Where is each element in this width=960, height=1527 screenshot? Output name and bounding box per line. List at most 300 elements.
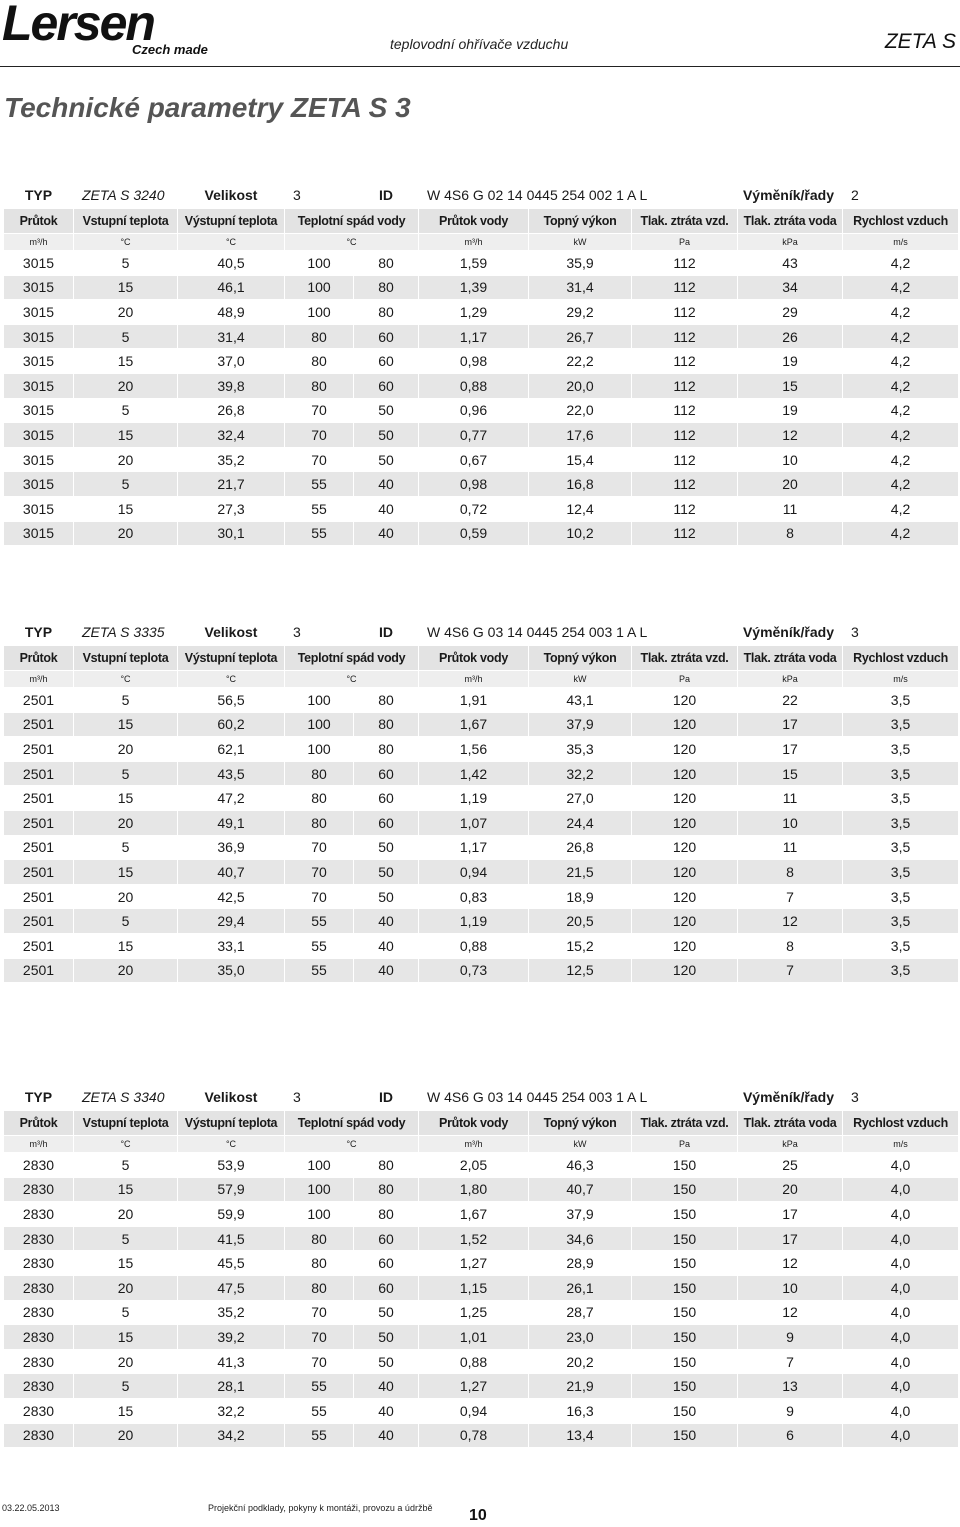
table-cell: 120 <box>632 810 738 835</box>
table-cell: 1,01 <box>419 1325 529 1350</box>
table-cell: 40 <box>354 1374 419 1399</box>
column-header-row <box>4 1111 959 1136</box>
unit-cell: kW <box>529 234 632 251</box>
table-row <box>4 1153 959 1178</box>
table-cell: 23,0 <box>529 1325 632 1350</box>
table-cell: 50 <box>354 835 419 860</box>
table-cell: 80 <box>285 324 354 349</box>
unit-cell: m/s <box>843 234 959 251</box>
table-row <box>4 1398 959 1423</box>
table-cell: 15 <box>74 860 178 885</box>
table-cell: 30,1 <box>178 521 285 546</box>
table-cell: 5 <box>74 761 178 786</box>
table-cell: 55 <box>285 521 354 546</box>
unit-cell: °C <box>74 234 178 251</box>
table-cell: 47,5 <box>178 1275 285 1300</box>
table-cell: 2501 <box>4 810 74 835</box>
table-cell: 33,1 <box>178 933 285 958</box>
table-row <box>4 472 959 497</box>
table-cell: 34 <box>738 275 843 300</box>
table-cell: 50 <box>354 884 419 909</box>
table-cell: 22,2 <box>529 349 632 374</box>
table-cell: 70 <box>285 835 354 860</box>
table-row <box>4 1300 959 1325</box>
table-cell: 80 <box>285 1275 354 1300</box>
table-cell: 53,9 <box>178 1153 285 1178</box>
table-cell: 40 <box>354 472 419 497</box>
table-cell: 1,67 <box>419 712 529 737</box>
unit-cell: °C <box>74 671 178 688</box>
table-cell: 2830 <box>4 1325 74 1350</box>
table-cell: 5 <box>74 1300 178 1325</box>
table-cell: 100 <box>285 300 354 325</box>
table-cell: 35,2 <box>178 447 285 472</box>
table-cell: 3015 <box>4 300 74 325</box>
table-cell: 2830 <box>4 1423 74 1448</box>
table-cell: 60 <box>354 786 419 811</box>
table-cell: 1,42 <box>419 761 529 786</box>
spec-table <box>3 1082 959 1448</box>
table-cell: 1,17 <box>419 324 529 349</box>
table-cell: 150 <box>632 1202 738 1227</box>
type-value: ZETA S 3240 <box>74 181 178 209</box>
table-cell: 2501 <box>4 786 74 811</box>
table-cell: 60 <box>354 349 419 374</box>
table-cell: 47,2 <box>178 786 285 811</box>
type-value: ZETA S 3335 <box>74 618 178 646</box>
table-cell: 26,7 <box>529 324 632 349</box>
table-cell: 29,4 <box>178 909 285 934</box>
table-cell: 60 <box>354 373 419 398</box>
id-label: ID <box>354 181 419 209</box>
table-cell: 50 <box>354 423 419 448</box>
units-row <box>4 234 959 251</box>
table-cell: 3,5 <box>843 737 959 762</box>
table-cell: 1,39 <box>419 275 529 300</box>
type-label: TYP <box>4 618 74 646</box>
table-cell: 10 <box>738 447 843 472</box>
table-row <box>4 1202 959 1227</box>
table-cell: 3015 <box>4 398 74 423</box>
table-cell: 11 <box>738 496 843 521</box>
table-cell: 15 <box>74 275 178 300</box>
table-cell: 20 <box>74 300 178 325</box>
table-cell: 3,5 <box>843 761 959 786</box>
table-cell: 3,5 <box>843 909 959 934</box>
table-cell: 4,0 <box>843 1153 959 1178</box>
table-cell: 1,27 <box>419 1251 529 1276</box>
table-cell: 4,2 <box>843 251 959 276</box>
column-header: Rychlost vzduch <box>843 1111 959 1136</box>
exchanger-label: Výměník/řady <box>738 1083 843 1111</box>
table-cell: 80 <box>354 1177 419 1202</box>
table-cell: 17 <box>738 712 843 737</box>
unit-cell: °C <box>178 1136 285 1153</box>
table-cell: 13,4 <box>529 1423 632 1448</box>
spec-table <box>3 617 959 983</box>
table-cell: 12 <box>738 909 843 934</box>
column-header: Průtok <box>4 1111 74 1136</box>
table-cell: 3,5 <box>843 688 959 713</box>
table-cell: 20 <box>74 447 178 472</box>
table-cell: 40 <box>354 909 419 934</box>
table-cell: 2501 <box>4 712 74 737</box>
table-cell: 4,0 <box>843 1423 959 1448</box>
table-cell: 112 <box>632 251 738 276</box>
table-cell: 50 <box>354 1300 419 1325</box>
table-cell: 26,8 <box>529 835 632 860</box>
table-cell: 112 <box>632 521 738 546</box>
id-value: W 4S6 G 03 14 0445 254 003 1 A L <box>419 618 738 646</box>
table-cell: 40,5 <box>178 251 285 276</box>
table-row <box>4 251 959 276</box>
spec-table <box>3 180 959 546</box>
table-row <box>4 423 959 448</box>
unit-cell: °C <box>285 1136 419 1153</box>
table-cell: 4,2 <box>843 472 959 497</box>
table-cell: 60,2 <box>178 712 285 737</box>
table-cell: 2501 <box>4 860 74 885</box>
column-header: Teplotní spád vody <box>285 209 419 234</box>
table-cell: 4,2 <box>843 521 959 546</box>
table-cell: 46,3 <box>529 1153 632 1178</box>
unit-cell: kW <box>529 671 632 688</box>
unit-cell: °C <box>178 234 285 251</box>
table-type-row <box>4 181 959 209</box>
size-label: Velikost <box>178 181 285 209</box>
footer-page-number: 10 <box>469 1507 487 1524</box>
table-cell: 35,2 <box>178 1300 285 1325</box>
table-cell: 112 <box>632 398 738 423</box>
table-cell: 32,2 <box>529 761 632 786</box>
table-cell: 15 <box>74 933 178 958</box>
table-cell: 80 <box>354 1153 419 1178</box>
table-row <box>4 496 959 521</box>
table-cell: 80 <box>354 737 419 762</box>
table-cell: 12,4 <box>529 496 632 521</box>
unit-cell: Pa <box>632 1136 738 1153</box>
unit-cell: kW <box>529 1136 632 1153</box>
table-cell: 20,0 <box>529 373 632 398</box>
table-cell: 1,67 <box>419 1202 529 1227</box>
unit-cell: Pa <box>632 671 738 688</box>
table-cell: 112 <box>632 349 738 374</box>
table-cell: 150 <box>632 1226 738 1251</box>
table-cell: 37,9 <box>529 1202 632 1227</box>
table-cell: 4,0 <box>843 1251 959 1276</box>
table-cell: 2501 <box>4 737 74 762</box>
table-cell: 40 <box>354 521 419 546</box>
table-cell: 112 <box>632 496 738 521</box>
table-row <box>4 1374 959 1399</box>
table-cell: 21,9 <box>529 1374 632 1399</box>
table-cell: 10 <box>738 810 843 835</box>
table-cell: 40 <box>354 1398 419 1423</box>
table-cell: 120 <box>632 761 738 786</box>
table-cell: 2501 <box>4 761 74 786</box>
column-header: Rychlost vzduch <box>843 646 959 671</box>
table-cell: 28,1 <box>178 1374 285 1399</box>
table-cell: 7 <box>738 1349 843 1374</box>
table-cell: 60 <box>354 1275 419 1300</box>
table-cell: 32,4 <box>178 423 285 448</box>
table-cell: 5 <box>74 909 178 934</box>
exchanger-label: Výměník/řady <box>738 618 843 646</box>
column-header: Výstupní teplota <box>178 209 285 234</box>
table-cell: 70 <box>285 860 354 885</box>
table-cell: 34,2 <box>178 1423 285 1448</box>
table-cell: 15 <box>74 349 178 374</box>
table-row <box>4 300 959 325</box>
table-cell: 26 <box>738 324 843 349</box>
table-cell: 27,3 <box>178 496 285 521</box>
table-cell: 55 <box>285 496 354 521</box>
table-cell: 20 <box>74 1349 178 1374</box>
column-header: Rychlost vzduch <box>843 209 959 234</box>
table-cell: 0,88 <box>419 1349 529 1374</box>
id-value: W 4S6 G 02 14 0445 254 002 1 A L <box>419 181 738 209</box>
table-cell: 20 <box>74 737 178 762</box>
table-cell: 15 <box>738 373 843 398</box>
table-cell: 15 <box>74 1251 178 1276</box>
table-cell: 34,6 <box>529 1226 632 1251</box>
table-cell: 0,77 <box>419 423 529 448</box>
table-row <box>4 324 959 349</box>
table-cell: 70 <box>285 398 354 423</box>
table-cell: 31,4 <box>529 275 632 300</box>
table-cell: 4,0 <box>843 1398 959 1423</box>
table-row <box>4 933 959 958</box>
table-cell: 80 <box>285 349 354 374</box>
table-cell: 56,5 <box>178 688 285 713</box>
unit-cell: Pa <box>632 234 738 251</box>
page-title: Technické parametry ZETA S 3 <box>4 92 411 123</box>
table-cell: 0,94 <box>419 1398 529 1423</box>
table-cell: 80 <box>354 275 419 300</box>
table-cell: 4,0 <box>843 1325 959 1350</box>
table-cell: 5 <box>74 398 178 423</box>
table-cell: 2830 <box>4 1251 74 1276</box>
table-cell: 55 <box>285 933 354 958</box>
table-cell: 1,56 <box>419 737 529 762</box>
table-cell: 2830 <box>4 1398 74 1423</box>
table-cell: 39,8 <box>178 373 285 398</box>
table-cell: 3015 <box>4 423 74 448</box>
table-cell: 40 <box>354 1423 419 1448</box>
table-cell: 9 <box>738 1398 843 1423</box>
table-row <box>4 958 959 983</box>
units-row <box>4 671 959 688</box>
table-cell: 15 <box>74 1325 178 1350</box>
table-cell: 2830 <box>4 1202 74 1227</box>
id-value: W 4S6 G 03 14 0445 254 003 1 A L <box>419 1083 738 1111</box>
table-cell: 7 <box>738 958 843 983</box>
table-cell: 80 <box>285 1251 354 1276</box>
table-cell: 80 <box>354 300 419 325</box>
table-cell: 150 <box>632 1153 738 1178</box>
table-cell: 4,0 <box>843 1177 959 1202</box>
table-cell: 15,4 <box>529 447 632 472</box>
table-cell: 120 <box>632 835 738 860</box>
table-cell: 0,88 <box>419 373 529 398</box>
table-cell: 2501 <box>4 909 74 934</box>
table-row <box>4 398 959 423</box>
table-cell: 12 <box>738 1251 843 1276</box>
column-header: Tlak. ztráta vzd. <box>632 1111 738 1136</box>
table-cell: 5 <box>74 472 178 497</box>
table-cell: 100 <box>285 275 354 300</box>
size-value: 3 <box>285 618 354 646</box>
table-cell: 70 <box>285 447 354 472</box>
table-cell: 16,8 <box>529 472 632 497</box>
units-row <box>4 1136 959 1153</box>
table-cell: 17 <box>738 737 843 762</box>
table-cell: 20 <box>74 884 178 909</box>
unit-cell: °C <box>74 1136 178 1153</box>
unit-cell: kPa <box>738 671 843 688</box>
table-cell: 80 <box>285 810 354 835</box>
column-header: Průtok vody <box>419 209 529 234</box>
column-header: Průtok <box>4 209 74 234</box>
table-cell: 112 <box>632 324 738 349</box>
table-cell: 5 <box>74 688 178 713</box>
table-row <box>4 860 959 885</box>
table-cell: 8 <box>738 860 843 885</box>
table-cell: 4,0 <box>843 1300 959 1325</box>
table-row <box>4 275 959 300</box>
table-cell: 2501 <box>4 933 74 958</box>
table-cell: 150 <box>632 1325 738 1350</box>
table-cell: 120 <box>632 860 738 885</box>
table-cell: 19 <box>738 398 843 423</box>
table-cell: 20 <box>74 810 178 835</box>
table-cell: 12 <box>738 423 843 448</box>
table-cell: 20,5 <box>529 909 632 934</box>
table-cell: 1,25 <box>419 1300 529 1325</box>
table-cell: 8 <box>738 933 843 958</box>
unit-cell: m³/h <box>419 234 529 251</box>
table-cell: 0,88 <box>419 933 529 958</box>
footer-description: Projekční podklady, pokyny k montáži, provozu a údržbě <box>208 1503 433 1513</box>
type-value: ZETA S 3340 <box>74 1083 178 1111</box>
table-cell: 20 <box>738 472 843 497</box>
table-cell: 4,2 <box>843 324 959 349</box>
table-cell: 80 <box>354 251 419 276</box>
table-cell: 1,15 <box>419 1275 529 1300</box>
column-header: Tlak. ztráta voda <box>738 646 843 671</box>
table-cell: 5 <box>74 251 178 276</box>
table-cell: 8 <box>738 521 843 546</box>
unit-cell: m³/h <box>419 671 529 688</box>
table-cell: 5 <box>74 324 178 349</box>
table-cell: 13 <box>738 1374 843 1399</box>
column-header: Tlak. ztráta vzd. <box>632 646 738 671</box>
table-cell: 80 <box>354 1202 419 1227</box>
table-cell: 35,9 <box>529 251 632 276</box>
table-row <box>4 521 959 546</box>
table-cell: 60 <box>354 324 419 349</box>
table-cell: 21,7 <box>178 472 285 497</box>
table-cell: 43,5 <box>178 761 285 786</box>
unit-cell: °C <box>285 234 419 251</box>
table-cell: 80 <box>354 688 419 713</box>
table-cell: 11 <box>738 835 843 860</box>
type-label: TYP <box>4 181 74 209</box>
table-cell: 55 <box>285 472 354 497</box>
table-cell: 41,5 <box>178 1226 285 1251</box>
table-cell: 120 <box>632 884 738 909</box>
table-cell: 2830 <box>4 1374 74 1399</box>
table-cell: 17 <box>738 1202 843 1227</box>
table-cell: 15 <box>74 1177 178 1202</box>
table-row <box>4 447 959 472</box>
table-cell: 3015 <box>4 251 74 276</box>
table-cell: 4,0 <box>843 1374 959 1399</box>
column-header: Tlak. ztráta voda <box>738 209 843 234</box>
id-label: ID <box>354 1083 419 1111</box>
table-cell: 0,59 <box>419 521 529 546</box>
table-cell: 62,1 <box>178 737 285 762</box>
table-cell: 1,59 <box>419 251 529 276</box>
table-cell: 21,5 <box>529 860 632 885</box>
table-cell: 36,9 <box>178 835 285 860</box>
table-cell: 150 <box>632 1374 738 1399</box>
table-cell: 20 <box>738 1177 843 1202</box>
table-cell: 41,3 <box>178 1349 285 1374</box>
table-cell: 0,72 <box>419 496 529 521</box>
table-cell: 60 <box>354 761 419 786</box>
table-cell: 4,2 <box>843 300 959 325</box>
table-cell: 0,96 <box>419 398 529 423</box>
table-cell: 15 <box>74 496 178 521</box>
table-cell: 3015 <box>4 373 74 398</box>
table-cell: 3,5 <box>843 712 959 737</box>
table-cell: 4,0 <box>843 1226 959 1251</box>
size-label: Velikost <box>178 1083 285 1111</box>
table-cell: 18,9 <box>529 884 632 909</box>
table-cell: 100 <box>285 1153 354 1178</box>
table-cell: 60 <box>354 810 419 835</box>
table-cell: 70 <box>285 1349 354 1374</box>
table-cell: 1,52 <box>419 1226 529 1251</box>
table-cell: 120 <box>632 737 738 762</box>
table-cell: 12,5 <box>529 958 632 983</box>
table-cell: 150 <box>632 1275 738 1300</box>
unit-cell: m³/h <box>4 234 74 251</box>
exchanger-value: 3 <box>843 618 959 646</box>
table-cell: 100 <box>285 712 354 737</box>
table-cell: 3,5 <box>843 884 959 909</box>
table-row <box>4 1251 959 1276</box>
table-cell: 1,19 <box>419 909 529 934</box>
table-cell: 0,98 <box>419 349 529 374</box>
unit-cell: °C <box>178 671 285 688</box>
table-cell: 15 <box>738 761 843 786</box>
table-cell: 112 <box>632 275 738 300</box>
table-row <box>4 909 959 934</box>
table-row <box>4 835 959 860</box>
table-cell: 22,0 <box>529 398 632 423</box>
header-product-name: ZETA S <box>884 30 956 53</box>
table-cell: 10,2 <box>529 521 632 546</box>
table-cell: 50 <box>354 447 419 472</box>
table-cell: 120 <box>632 786 738 811</box>
table-cell: 112 <box>632 447 738 472</box>
column-header: Vstupní teplota <box>74 1111 178 1136</box>
unit-cell: kPa <box>738 234 843 251</box>
table-cell: 10 <box>738 1275 843 1300</box>
table-cell: 19 <box>738 349 843 374</box>
